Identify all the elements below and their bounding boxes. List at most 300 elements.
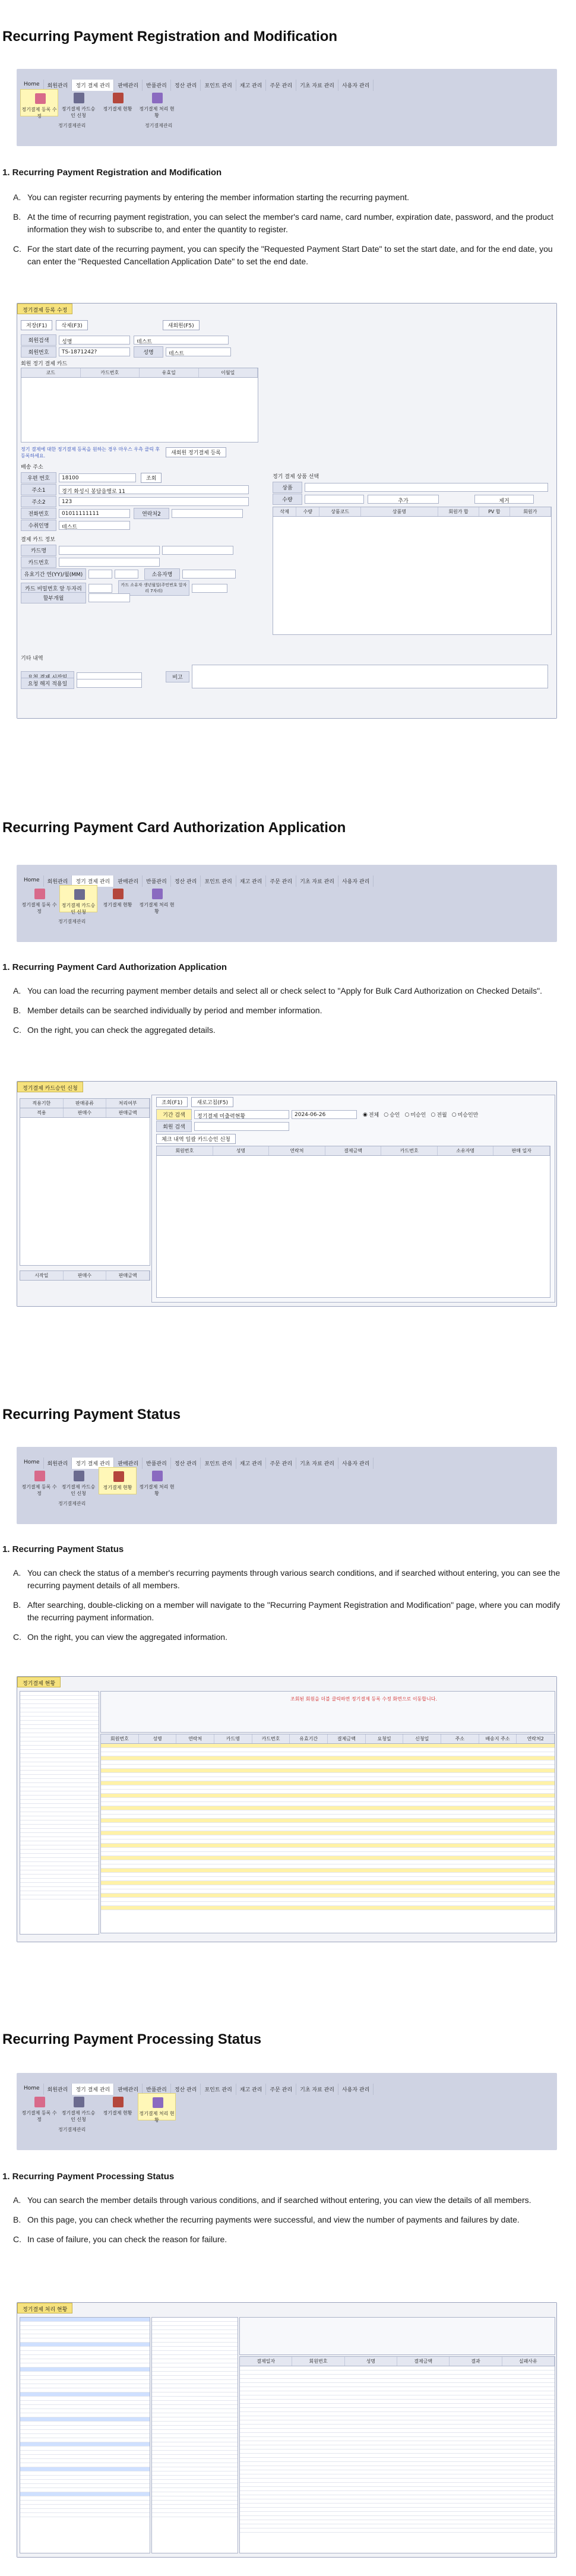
- column-header[interactable]: 회원가 합: [438, 507, 479, 516]
- status-radio[interactable]: [384, 1111, 400, 1118]
- table-row[interactable]: [20, 2392, 150, 2397]
- ribbon-menu-item[interactable]: 주문 관리: [266, 80, 296, 91]
- ribbon-sub-item[interactable]: [99, 89, 137, 116]
- table-row[interactable]: [240, 2495, 555, 2499]
- table-row[interactable]: [101, 1894, 555, 1898]
- column-header[interactable]: 실패사유: [502, 2357, 555, 2366]
- table-row[interactable]: [20, 2401, 150, 2405]
- table-row[interactable]: [20, 1729, 99, 1733]
- column-header[interactable]: 적용: [20, 1108, 64, 1117]
- table-row[interactable]: [20, 2380, 150, 2384]
- table-row[interactable]: [240, 2420, 555, 2425]
- table-row[interactable]: [152, 2322, 238, 2326]
- table-row[interactable]: [20, 2513, 150, 2517]
- table-row[interactable]: [20, 1696, 99, 1700]
- table-row[interactable]: [20, 1858, 99, 1862]
- ribbon-sub-item[interactable]: [138, 2093, 176, 2123]
- cardname-select[interactable]: [59, 546, 160, 555]
- column-header[interactable]: 상품코드: [319, 507, 360, 516]
- ribbon-sub-item[interactable]: [99, 885, 137, 912]
- member-search-input[interactable]: 테스트: [134, 336, 229, 344]
- table-row[interactable]: [20, 2505, 150, 2509]
- count-summary-grid[interactable]: [151, 2317, 238, 2553]
- column-header[interactable]: 적용기한: [20, 1099, 64, 1108]
- table-row[interactable]: [152, 2409, 238, 2413]
- table-row[interactable]: [240, 2408, 555, 2412]
- table-row[interactable]: [20, 2463, 150, 2467]
- table-row[interactable]: [152, 2405, 238, 2409]
- table-row[interactable]: [20, 2451, 150, 2455]
- table-row[interactable]: [20, 2492, 150, 2496]
- column-header[interactable]: 시작일: [20, 1271, 64, 1280]
- table-row[interactable]: [152, 2401, 238, 2405]
- table-row[interactable]: [20, 1708, 99, 1712]
- table-row[interactable]: [20, 2459, 150, 2463]
- installment-select[interactable]: [88, 593, 130, 602]
- ribbon-sub-item[interactable]: [59, 89, 97, 116]
- column-header[interactable]: 카드번호: [252, 1734, 290, 1743]
- column-header[interactable]: 결제금액: [397, 2357, 450, 2366]
- status-radio[interactable]: [405, 1111, 426, 1118]
- column-header[interactable]: 이월일: [199, 368, 258, 377]
- ribbon-sub-item[interactable]: [138, 885, 176, 912]
- table-row[interactable]: [240, 2491, 555, 2495]
- table-row[interactable]: [152, 2513, 238, 2517]
- column-header[interactable]: 판매금액: [106, 1271, 150, 1280]
- status-radio[interactable]: [452, 1111, 479, 1118]
- table-row[interactable]: [20, 2430, 150, 2434]
- ribbon-menu-item[interactable]: 정기 결제 관리: [72, 1458, 114, 1469]
- table-row[interactable]: [20, 1741, 99, 1746]
- table-row[interactable]: [20, 2405, 150, 2409]
- table-row[interactable]: [101, 1748, 555, 1752]
- table-row[interactable]: [101, 1752, 555, 1756]
- table-row[interactable]: [240, 2391, 555, 2395]
- table-row[interactable]: [152, 2384, 238, 2388]
- table-row[interactable]: [20, 2322, 150, 2326]
- expiry-month[interactable]: [115, 570, 138, 579]
- table-row[interactable]: [20, 1879, 99, 1883]
- table-row[interactable]: [101, 1856, 555, 1860]
- table-row[interactable]: [240, 2528, 555, 2533]
- table-row[interactable]: [20, 2330, 150, 2334]
- ribbon-sub-item[interactable]: [20, 885, 58, 912]
- ribbon-menu-item[interactable]: 재고 관리: [236, 1458, 267, 1469]
- table-row[interactable]: [20, 2447, 150, 2451]
- table-row[interactable]: [20, 1746, 99, 1750]
- table-row[interactable]: [240, 2504, 555, 2508]
- bulk-apply-button[interactable]: 체크 내역 일괄 카드승인 신청: [156, 1134, 236, 1144]
- ribbon-menu-item[interactable]: 회원관리: [44, 875, 72, 887]
- ribbon-menu-item[interactable]: 반품관리: [143, 2084, 171, 2095]
- table-row[interactable]: [152, 2388, 238, 2392]
- table-row[interactable]: [20, 2397, 150, 2401]
- table-row[interactable]: [20, 2368, 150, 2372]
- column-header[interactable]: 주소: [441, 1734, 479, 1743]
- table-row[interactable]: [152, 2326, 238, 2330]
- table-row[interactable]: [101, 1756, 555, 1760]
- table-row[interactable]: [152, 2509, 238, 2513]
- column-header[interactable]: 성명: [139, 1734, 177, 1743]
- table-row[interactable]: [20, 1887, 99, 1891]
- table-row[interactable]: [101, 1769, 555, 1773]
- ribbon-menu-item[interactable]: 정산 관리: [171, 2084, 201, 2095]
- column-header[interactable]: 상품명: [361, 507, 438, 516]
- ribbon-menu-item[interactable]: 기초 자료 관리: [296, 1458, 338, 1469]
- card-grid-body[interactable]: [21, 377, 258, 442]
- table-row[interactable]: [20, 1712, 99, 1717]
- ribbon-menu-item[interactable]: 포인트 관리: [201, 1458, 236, 1469]
- column-header[interactable]: 회원번호: [292, 2357, 344, 2366]
- table-row[interactable]: [101, 1848, 555, 1852]
- table-row[interactable]: [20, 2455, 150, 2459]
- table-row[interactable]: [20, 2409, 150, 2413]
- table-row[interactable]: [101, 1844, 555, 1848]
- table-row[interactable]: [240, 2508, 555, 2512]
- birth-input[interactable]: [192, 584, 227, 593]
- column-header[interactable]: 코드: [21, 368, 81, 377]
- ribbon-menu-item[interactable]: 판매관리: [114, 1458, 143, 1469]
- table-row[interactable]: [20, 2467, 150, 2471]
- column-header[interactable]: 결과: [450, 2357, 502, 2366]
- table-row[interactable]: [152, 2417, 238, 2422]
- ribbon-menu-item[interactable]: 정기 결제 관리: [72, 2084, 114, 2095]
- table-row[interactable]: [101, 1852, 555, 1856]
- table-row[interactable]: [101, 1889, 555, 1894]
- status-radio[interactable]: [431, 1111, 447, 1118]
- table-row[interactable]: [20, 1895, 99, 1899]
- postal-lookup-button[interactable]: 조회: [141, 473, 162, 483]
- ribbon-menu-item[interactable]: 반품관리: [143, 875, 171, 887]
- table-row[interactable]: [101, 1877, 555, 1881]
- ribbon-menu-item[interactable]: 포인트 관리: [201, 875, 236, 887]
- ribbon-sub-item[interactable]: [99, 1467, 137, 1494]
- table-row[interactable]: [101, 1765, 555, 1769]
- table-row[interactable]: [101, 1902, 555, 1906]
- new-member-button[interactable]: 새회원(F5): [163, 320, 200, 330]
- table-row[interactable]: [20, 1870, 99, 1875]
- mobile-input[interactable]: [172, 509, 243, 518]
- table-row[interactable]: [101, 1781, 555, 1785]
- table-row[interactable]: [101, 1802, 555, 1806]
- table-row[interactable]: [152, 2380, 238, 2384]
- table-row[interactable]: [20, 1775, 99, 1779]
- owner-input[interactable]: [182, 570, 236, 579]
- table-row[interactable]: [152, 2334, 238, 2338]
- ribbon-menu-item[interactable]: 사용자 관리: [338, 2084, 374, 2095]
- table-row[interactable]: [20, 1850, 99, 1854]
- table-row[interactable]: [152, 2447, 238, 2451]
- ribbon-menu-item[interactable]: 정산 관리: [171, 1458, 201, 1469]
- table-row[interactable]: [20, 1783, 99, 1787]
- table-row[interactable]: [152, 2505, 238, 2509]
- left-summary-grid[interactable]: [20, 1691, 99, 1935]
- table-row[interactable]: [20, 2326, 150, 2330]
- table-row[interactable]: [240, 2400, 555, 2404]
- ribbon-menu-item[interactable]: 정산 관리: [171, 875, 201, 887]
- table-row[interactable]: [20, 2334, 150, 2338]
- status-radio[interactable]: [363, 1111, 379, 1118]
- ribbon-sub-item[interactable]: [138, 89, 176, 116]
- table-row[interactable]: [20, 2355, 150, 2359]
- table-row[interactable]: [152, 2492, 238, 2496]
- table-row[interactable]: [152, 2430, 238, 2434]
- addr1-input[interactable]: 경기 화성시 봉담읍행로 11: [59, 485, 249, 494]
- table-row[interactable]: [20, 2413, 150, 2417]
- cancel-date-input[interactable]: [77, 679, 142, 688]
- column-header[interactable]: 성명: [213, 1146, 270, 1155]
- phone-input[interactable]: 01011111111: [59, 509, 130, 518]
- table-row[interactable]: [101, 1785, 555, 1790]
- table-row[interactable]: [152, 2484, 238, 2488]
- column-header[interactable]: 소유자명: [438, 1146, 494, 1155]
- table-row[interactable]: [101, 1806, 555, 1810]
- table-row[interactable]: [240, 2404, 555, 2408]
- cardno-input[interactable]: [59, 558, 160, 567]
- refresh-button[interactable]: 새로고침(F5): [191, 1097, 233, 1107]
- table-row[interactable]: [20, 1829, 99, 1833]
- table-row[interactable]: [20, 1891, 99, 1895]
- column-header[interactable]: 회원번호: [101, 1734, 139, 1743]
- expiry-year[interactable]: [88, 570, 112, 579]
- table-row[interactable]: [20, 1820, 99, 1825]
- column-header[interactable]: 배송지 주소: [479, 1734, 517, 1743]
- table-row[interactable]: [101, 1815, 555, 1819]
- tab-processing-status[interactable]: 정기결제 처리 현황: [17, 2303, 72, 2313]
- table-row[interactable]: [152, 2496, 238, 2501]
- table-row[interactable]: [240, 2466, 555, 2470]
- column-header[interactable]: 수량: [296, 507, 319, 516]
- table-row[interactable]: [20, 2363, 150, 2368]
- column-header[interactable]: 판매금액: [106, 1108, 150, 1117]
- table-row[interactable]: [20, 2372, 150, 2376]
- date-input[interactable]: 2024-06-26: [292, 1110, 357, 1119]
- table-row[interactable]: [240, 2524, 555, 2528]
- ribbon-menu-item[interactable]: 회원관리: [44, 1458, 72, 1469]
- table-row[interactable]: [20, 1866, 99, 1870]
- ribbon-menu-item[interactable]: 기초 자료 관리: [296, 2084, 338, 2095]
- table-row[interactable]: [152, 2434, 238, 2438]
- table-row[interactable]: [20, 2338, 150, 2343]
- table-row[interactable]: [101, 1860, 555, 1864]
- table-row[interactable]: [20, 2417, 150, 2422]
- table-row[interactable]: [152, 2376, 238, 2380]
- table-row[interactable]: [101, 1885, 555, 1889]
- product-select[interactable]: [305, 483, 548, 492]
- ribbon-menu-item[interactable]: 정기 결제 관리: [72, 875, 114, 887]
- table-row[interactable]: [20, 1841, 99, 1845]
- ribbon-menu-item[interactable]: Home: [20, 875, 44, 887]
- column-header[interactable]: 판매 일자: [493, 1146, 550, 1155]
- column-header[interactable]: 카드번호: [81, 368, 140, 377]
- table-row[interactable]: [240, 2512, 555, 2516]
- table-row[interactable]: [101, 1873, 555, 1877]
- column-header[interactable]: 판매종류: [64, 1099, 107, 1108]
- table-row[interactable]: [152, 2343, 238, 2347]
- ribbon-menu-item[interactable]: 기초 자료 관리: [296, 875, 338, 887]
- column-header[interactable]: 카드번호: [381, 1146, 438, 1155]
- table-row[interactable]: [20, 1816, 99, 1820]
- date-summary-grid[interactable]: [20, 2317, 150, 2553]
- column-header[interactable]: 유효일: [140, 368, 199, 377]
- column-header[interactable]: 결제금액: [328, 1734, 366, 1743]
- table-row[interactable]: [20, 1725, 99, 1729]
- table-row[interactable]: [152, 2480, 238, 2484]
- table-row[interactable]: [152, 2363, 238, 2368]
- table-row[interactable]: [20, 1700, 99, 1704]
- ribbon-sub-item[interactable]: [99, 2093, 137, 2120]
- table-row[interactable]: [240, 2454, 555, 2458]
- table-row[interactable]: [20, 1758, 99, 1762]
- ribbon-sub-item[interactable]: [59, 2093, 97, 2120]
- table-row[interactable]: [20, 2434, 150, 2438]
- processing-grid-body[interactable]: [239, 2366, 555, 2553]
- table-row[interactable]: [20, 2347, 150, 2351]
- table-row[interactable]: [240, 2449, 555, 2454]
- table-row[interactable]: [20, 2376, 150, 2380]
- table-row[interactable]: [20, 1804, 99, 1808]
- cardname-extra[interactable]: [162, 546, 233, 555]
- table-row[interactable]: [101, 1790, 555, 1794]
- ribbon-menu-item[interactable]: 사용자 관리: [338, 1458, 374, 1469]
- column-header[interactable]: 성명: [345, 2357, 397, 2366]
- table-row[interactable]: [20, 2484, 150, 2488]
- ribbon-menu-item[interactable]: 판매관리: [114, 80, 143, 91]
- table-row[interactable]: [101, 1864, 555, 1869]
- ribbon-menu-item[interactable]: 반품관리: [143, 1458, 171, 1469]
- table-row[interactable]: [240, 2458, 555, 2462]
- table-row[interactable]: [152, 2471, 238, 2476]
- member-search-input[interactable]: [194, 1122, 289, 1131]
- table-row[interactable]: [152, 2330, 238, 2334]
- table-row[interactable]: [152, 2338, 238, 2343]
- table-row[interactable]: [240, 2416, 555, 2420]
- table-row[interactable]: [240, 2437, 555, 2441]
- ribbon-menu-item[interactable]: 포인트 관리: [201, 80, 236, 91]
- ribbon-menu-item[interactable]: Home: [20, 2084, 44, 2095]
- table-row[interactable]: [152, 2451, 238, 2455]
- table-row[interactable]: [152, 2392, 238, 2397]
- add-product-button[interactable]: 추가: [368, 495, 439, 504]
- table-row[interactable]: [152, 2355, 238, 2359]
- table-row[interactable]: [152, 2501, 238, 2505]
- table-row[interactable]: [20, 1845, 99, 1850]
- ribbon-menu-item[interactable]: 사용자 관리: [338, 875, 374, 887]
- table-row[interactable]: [20, 1766, 99, 1771]
- table-row[interactable]: [101, 1823, 555, 1827]
- ribbon-menu-item[interactable]: 기초 자료 관리: [296, 80, 338, 91]
- table-row[interactable]: [240, 2433, 555, 2437]
- table-row[interactable]: [240, 2499, 555, 2504]
- table-row[interactable]: [20, 1796, 99, 1800]
- ribbon-menu-item[interactable]: Home: [20, 1458, 44, 1469]
- table-row[interactable]: [20, 2501, 150, 2505]
- table-row[interactable]: [20, 1854, 99, 1858]
- ribbon-menu-item[interactable]: Home: [20, 80, 44, 91]
- table-row[interactable]: [240, 2483, 555, 2487]
- member-search-type[interactable]: 성명: [59, 336, 130, 344]
- table-row[interactable]: [20, 1875, 99, 1879]
- left-summary-grid[interactable]: [20, 1117, 150, 1266]
- table-row[interactable]: [240, 2425, 555, 2429]
- table-row[interactable]: [20, 1733, 99, 1737]
- table-row[interactable]: [240, 2387, 555, 2391]
- table-row[interactable]: [152, 2463, 238, 2467]
- table-row[interactable]: [20, 1737, 99, 1741]
- table-row[interactable]: [240, 2516, 555, 2520]
- table-row[interactable]: [152, 2455, 238, 2459]
- table-row[interactable]: [20, 2359, 150, 2363]
- product-grid-body[interactable]: [273, 516, 552, 635]
- table-row[interactable]: [240, 2383, 555, 2387]
- table-row[interactable]: [101, 1810, 555, 1815]
- table-row[interactable]: [240, 2479, 555, 2483]
- table-row[interactable]: [20, 1833, 99, 1837]
- table-row[interactable]: [20, 2388, 150, 2392]
- table-row[interactable]: [240, 2429, 555, 2433]
- tab-card-authorization[interactable]: 정기결제 카드승인 신청: [17, 1082, 83, 1092]
- column-header[interactable]: 처리여부: [106, 1099, 150, 1108]
- column-header[interactable]: 연락처: [176, 1734, 214, 1743]
- ribbon-menu-item[interactable]: 회원관리: [44, 80, 72, 91]
- table-row[interactable]: [152, 2413, 238, 2417]
- table-row[interactable]: [240, 2395, 555, 2400]
- ribbon-menu-item[interactable]: 재고 관리: [236, 2084, 267, 2095]
- ribbon-sub-item[interactable]: [59, 1467, 97, 1494]
- table-row[interactable]: [101, 1798, 555, 1802]
- table-row[interactable]: [20, 1825, 99, 1829]
- search-button[interactable]: 조회(F1): [156, 1097, 188, 1107]
- table-row[interactable]: [20, 1692, 99, 1696]
- new-registration-button[interactable]: 새회원 정기결제 등록: [166, 447, 226, 457]
- table-row[interactable]: [152, 2351, 238, 2355]
- table-row[interactable]: [20, 2351, 150, 2355]
- table-row[interactable]: [20, 1791, 99, 1796]
- table-row[interactable]: [152, 2438, 238, 2442]
- column-header[interactable]: 연락처: [269, 1146, 325, 1155]
- table-row[interactable]: [101, 1760, 555, 1765]
- column-header[interactable]: 판매수: [64, 1108, 107, 1117]
- table-row[interactable]: [152, 2488, 238, 2492]
- column-header[interactable]: 결제일자: [240, 2357, 292, 2366]
- table-row[interactable]: [152, 2467, 238, 2471]
- save-button[interactable]: 저장(F1): [21, 320, 52, 330]
- ribbon-sub-item[interactable]: [20, 1467, 58, 1494]
- ribbon-menu-item[interactable]: 반품관리: [143, 80, 171, 91]
- table-row[interactable]: [240, 2375, 555, 2379]
- table-row[interactable]: [240, 2379, 555, 2383]
- ribbon-menu-item[interactable]: 주문 관리: [266, 2084, 296, 2095]
- table-row[interactable]: [152, 2397, 238, 2401]
- column-header[interactable]: 삭제: [273, 507, 296, 516]
- ribbon-menu-item[interactable]: 회원관리: [44, 2084, 72, 2095]
- table-row[interactable]: [101, 1794, 555, 1798]
- ribbon-menu-item[interactable]: 사용자 관리: [338, 80, 374, 91]
- ribbon-menu-item[interactable]: 주문 관리: [266, 875, 296, 887]
- table-row[interactable]: [20, 1717, 99, 1721]
- table-row[interactable]: [152, 2372, 238, 2376]
- period-select[interactable]: 정기결제 미출력현황: [194, 1110, 289, 1119]
- column-header[interactable]: 요청일: [366, 1734, 404, 1743]
- table-row[interactable]: [20, 1762, 99, 1766]
- table-row[interactable]: [152, 2368, 238, 2372]
- table-row[interactable]: [20, 1704, 99, 1708]
- ribbon-menu-item[interactable]: 정기 결제 관리: [72, 80, 114, 91]
- table-row[interactable]: [20, 2343, 150, 2347]
- table-row[interactable]: [101, 1827, 555, 1831]
- table-row[interactable]: [20, 1862, 99, 1866]
- table-row[interactable]: [240, 2370, 555, 2375]
